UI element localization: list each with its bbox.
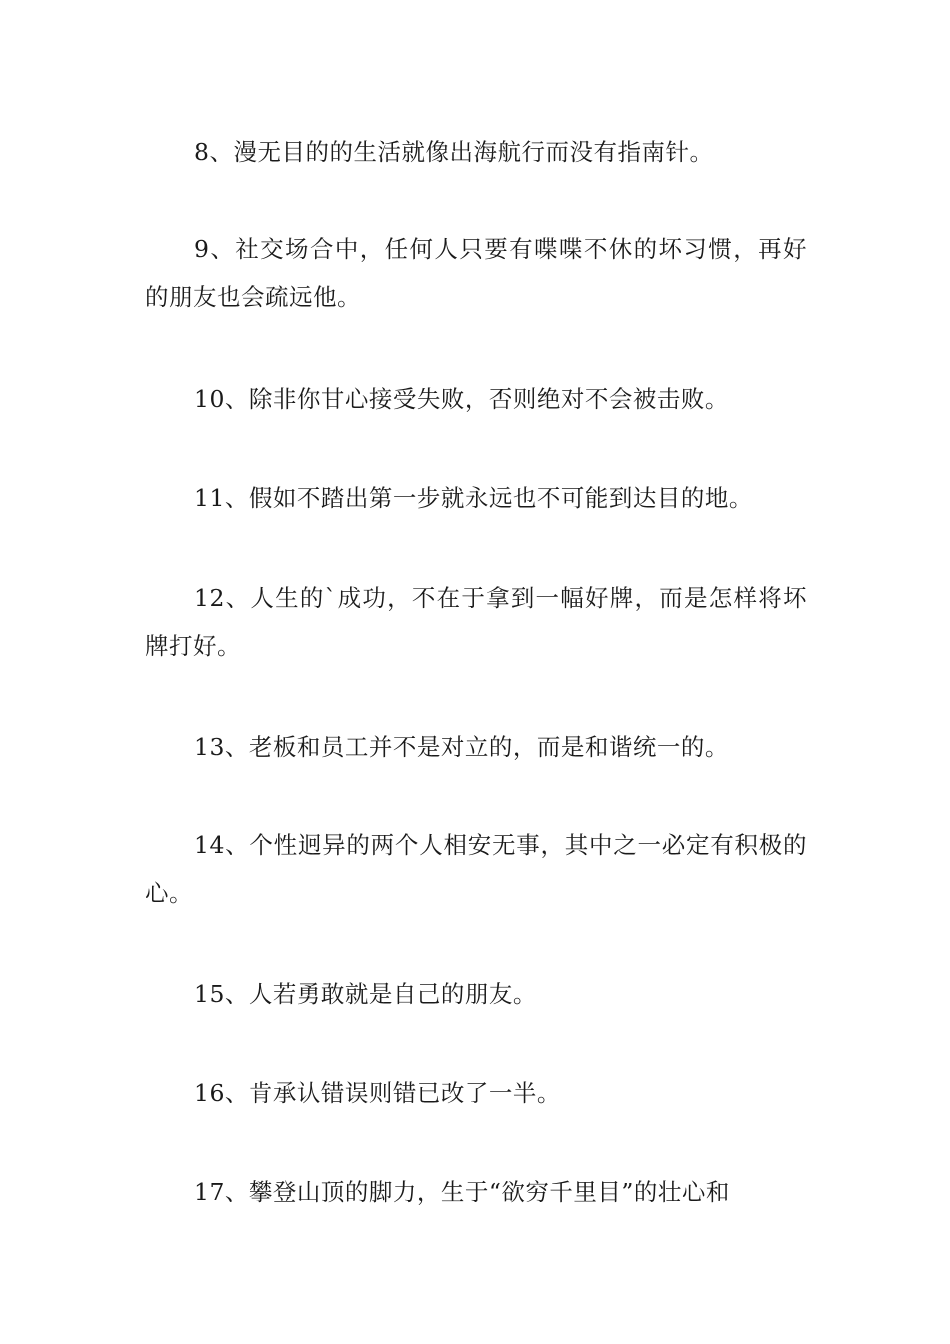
paragraph-9: 9、社交场合中，任何人只要有喋喋不休的坏习惯，再好的朋友也会疏远他。: [145, 235, 807, 311]
paragraph-15: 15、人若勇敢就是自己的朋友。: [194, 980, 537, 1008]
paragraph-17: 17、攀登山顶的脚力，生于“欲穷千里目”的壮心和: [194, 1178, 730, 1206]
paragraph-10: 10、除非你甘心接受失败，否则绝对不会被击败。: [194, 385, 729, 413]
paragraph-14: 14、个性迥异的两个人相安无事，其中之一必定有积极的心。: [145, 831, 807, 907]
paragraph-13: 13、老板和员工并不是对立的，而是和谐统一的。: [194, 733, 729, 761]
paragraph-8: 8、漫无目的的生活就像出海航行而没有指南针。: [194, 138, 714, 166]
paragraph-16: 16、肯承认错误则错已改了一半。: [194, 1079, 561, 1107]
paragraph-12: 12、人生的`成功，不在于拿到一幅好牌，而是怎样将坏牌打好。: [145, 584, 807, 660]
paragraph-11: 11、假如不踏出第一步就永远也不可能到达目的地。: [194, 484, 753, 512]
